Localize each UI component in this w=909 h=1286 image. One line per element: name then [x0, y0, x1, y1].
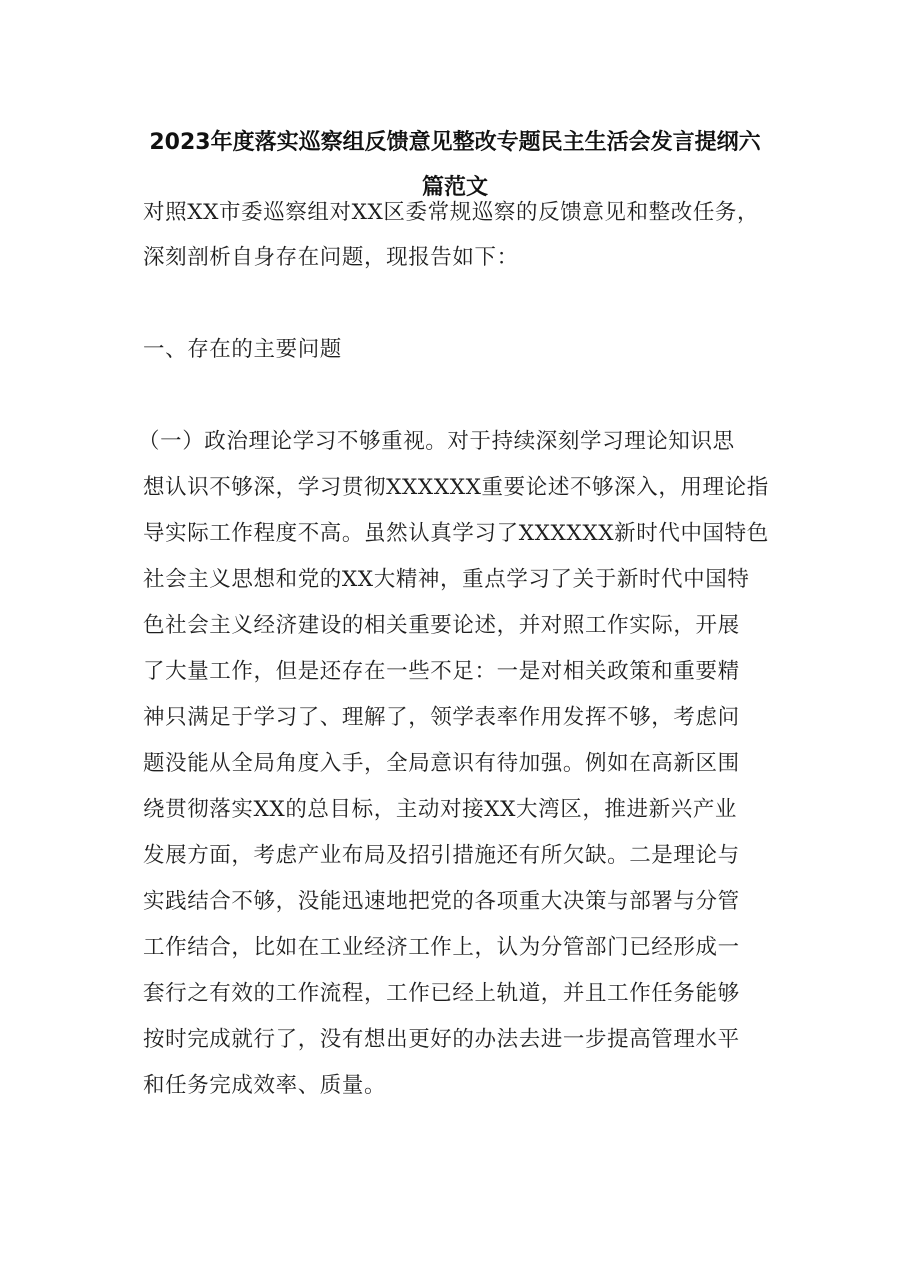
document-title-line-1: 2023年度落实巡察组反馈意见整改专题民主生活会发言提纲六 — [149, 130, 761, 155]
paragraph-line-14: 按时完成就行了，没有想出更好的办法去进一步提高管理水平 — [143, 1027, 740, 1052]
paragraph-line-1: （一）政治理论学习不够重视。对于持续深刻学习理论知识思 — [138, 429, 735, 454]
section-heading: 一、存在的主要问题 — [143, 337, 342, 362]
paragraph-line-15: 和任务完成效率、质量。 — [143, 1073, 387, 1098]
paragraph-line-12: 工作结合，比如在工业经济工作上，认为分管部门已经形成一 — [143, 935, 740, 960]
paragraph-line-5: 色社会主义经济建设的相关重要论述，并对照工作实际，开展 — [143, 613, 740, 638]
document-title-line-2: 篇范文 — [421, 175, 488, 200]
paragraph-line-3: 导实际工作程度不高。虽然认真学习了XXXXXX新时代中国特色 — [143, 521, 769, 546]
paragraph-line-6: 了大量工作，但是还存在一些不足：一是对相关政策和重要精 — [143, 659, 740, 684]
paragraph-line-2: 想认识不够深，学习贯彻XXXXXX重要论述不够深入，用理论指 — [143, 475, 769, 500]
paragraph-line-11: 实践结合不够，没能迅速地把党的各项重大决策与部署与分管 — [143, 889, 740, 914]
paragraph-line-13: 套行之有效的工作流程，工作已经上轨道，并且工作任务能够 — [143, 981, 740, 1006]
intro-line-1: 对照XX市委巡察组对XX区委常规巡察的反馈意见和整改任务， — [143, 200, 760, 225]
paragraph-line-9: 绕贯彻落实XX的总目标，主动对接XX大湾区，推进新兴产业 — [143, 797, 738, 822]
paragraph-line-4: 社会主义思想和党的XX大精神，重点学习了关于新时代中国特 — [143, 567, 750, 592]
paragraph-line-7: 神只满足于学习了、理解了，领学表率作用发挥不够，考虑问 — [143, 705, 740, 730]
intro-line-2: 深刻剖析自身存在问题，现报告如下： — [143, 245, 519, 270]
paragraph-line-8: 题没能从全局角度入手，全局意识有待加强。例如在高新区围 — [143, 751, 740, 776]
paragraph-line-10: 发展方面，考虑产业布局及招引措施还有所欠缺。二是理论与 — [143, 843, 740, 868]
